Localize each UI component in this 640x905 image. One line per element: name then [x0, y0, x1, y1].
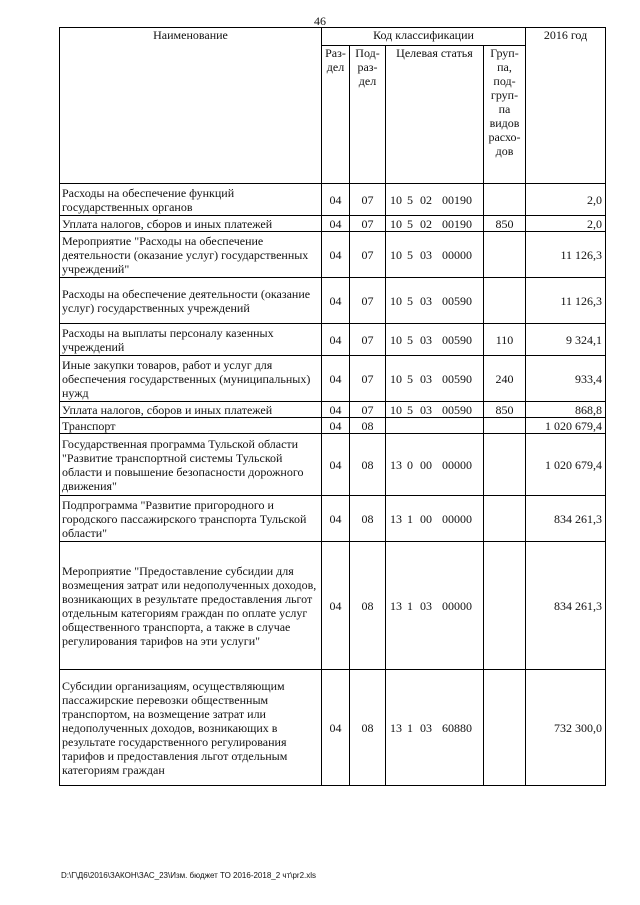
- row-razdel: 04: [322, 324, 350, 356]
- row-podrazdel: 08: [350, 418, 386, 434]
- target-article-part: 00000: [442, 247, 472, 262]
- row-amount: 11 126,3: [526, 232, 606, 278]
- row-target-article: [386, 232, 484, 278]
- row-target-article: [386, 184, 484, 216]
- target-article-part: 5: [407, 192, 413, 207]
- row-expense-type: [484, 496, 526, 542]
- row-name: Уплата налогов, сборов и иных платежей: [60, 216, 322, 232]
- target-article-part: 10: [390, 332, 402, 347]
- row-name: Мероприятие "Расходы на обеспечение деятельности (оказание услуг) государственных учреждений": [60, 232, 322, 278]
- target-article-part: 00000: [442, 457, 472, 472]
- row-name: Расходы на обеспечение функций государственных органов: [60, 184, 322, 216]
- row-podrazdel: 08: [350, 670, 386, 786]
- row-podrazdel: 08: [350, 542, 386, 670]
- target-article-part: 00590: [442, 332, 472, 347]
- row-amount: 1 020 679,4: [526, 418, 606, 434]
- row-expense-type: 850: [484, 402, 526, 418]
- row-podrazdel: 07: [350, 278, 386, 324]
- table-row: [60, 216, 606, 232]
- target-article-part: 5: [407, 402, 413, 417]
- row-amount: 1 020 679,4: [526, 434, 606, 496]
- target-article-part: 0: [407, 457, 413, 472]
- target-article-part: 13: [390, 457, 402, 472]
- row-target-article: [386, 278, 484, 324]
- row-razdel: 04: [322, 496, 350, 542]
- row-amount: 11 126,3: [526, 278, 606, 324]
- row-expense-type: [484, 542, 526, 670]
- target-article-part: 03: [420, 598, 432, 613]
- target-article-part: 00: [420, 457, 432, 472]
- row-expense-type: [484, 434, 526, 496]
- row-expense-type: 850: [484, 216, 526, 232]
- target-article-part: 5: [407, 293, 413, 308]
- target-article-part: 00190: [442, 216, 472, 231]
- target-article-part: 10: [390, 371, 402, 386]
- target-article-part: 10: [390, 293, 402, 308]
- table-row: [60, 542, 606, 670]
- row-amount: 732 300,0: [526, 670, 606, 786]
- row-name: Расходы на выплаты персоналу казенных учреждений: [60, 324, 322, 356]
- target-article-part: 00590: [442, 293, 472, 308]
- header-code: Код классификации: [322, 28, 526, 46]
- target-article-part: 00000: [442, 511, 472, 526]
- target-article-part: 13: [390, 598, 402, 613]
- target-article-part: 10: [390, 402, 402, 417]
- row-razdel: 04: [322, 418, 350, 434]
- row-razdel: 04: [322, 278, 350, 324]
- target-article-part: 10: [390, 247, 402, 262]
- target-article-part: 02: [420, 216, 432, 231]
- row-target-article: [386, 542, 484, 670]
- row-podrazdel: 07: [350, 324, 386, 356]
- target-article-part: 00000: [442, 598, 472, 613]
- row-amount: 933,4: [526, 356, 606, 402]
- row-expense-type: [484, 418, 526, 434]
- row-podrazdel: 07: [350, 402, 386, 418]
- row-razdel: 04: [322, 356, 350, 402]
- row-name: Подпрограмма "Развитие пригородного и городского пассажирского транспорта Тульской области": [60, 496, 322, 542]
- row-name: Государственная программа Тульской области "Развитие транспортной системы Тульской области и повышение безопасности дорожного движения": [60, 434, 322, 496]
- target-article-part: 60880: [442, 720, 472, 735]
- row-amount: 868,8: [526, 402, 606, 418]
- target-article-part: 5: [407, 371, 413, 386]
- row-expense-type: 240: [484, 356, 526, 402]
- row-name: Расходы на обеспечение деятельности (оказание услуг) государственных учреждений: [60, 278, 322, 324]
- header-razdel: Раз- дел: [322, 46, 350, 184]
- target-article-part: 5: [407, 332, 413, 347]
- target-article-part: 03: [420, 332, 432, 347]
- target-article-part: 03: [420, 247, 432, 262]
- row-podrazdel: 07: [350, 184, 386, 216]
- target-article-part: 5: [407, 247, 413, 262]
- file-path-footer: D:\Г\Д6\2016\ЗАКОН\ЗАС_23\Изм. бюджет ТО 2016-2018_2 чт\pr2.xls: [61, 871, 317, 880]
- target-article-part: 03: [420, 720, 432, 735]
- row-expense-type: [484, 184, 526, 216]
- target-article-part: 00190: [442, 192, 472, 207]
- budget-table: [59, 27, 606, 786]
- target-article-part: 03: [420, 371, 432, 386]
- row-target-article: [386, 670, 484, 786]
- row-name: Уплата налогов, сборов и иных платежей: [60, 402, 322, 418]
- target-article-part: 13: [390, 720, 402, 735]
- table-row: [60, 232, 606, 278]
- row-razdel: 04: [322, 402, 350, 418]
- row-target-article: [386, 356, 484, 402]
- row-podrazdel: 07: [350, 216, 386, 232]
- row-amount: 834 261,3: [526, 496, 606, 542]
- row-amount: 2,0: [526, 216, 606, 232]
- header-podrazdel: Под- раз- дел: [350, 46, 386, 184]
- table-row: [60, 278, 606, 324]
- target-article-part: 1: [407, 598, 413, 613]
- row-name: Транспорт: [60, 418, 322, 434]
- row-target-article: [386, 496, 484, 542]
- target-article-part: 1: [407, 511, 413, 526]
- table-row: [60, 402, 606, 418]
- target-article-part: 03: [420, 293, 432, 308]
- table-row: [60, 184, 606, 216]
- row-podrazdel: 08: [350, 434, 386, 496]
- target-article-part: 00590: [442, 402, 472, 417]
- row-target-article: [386, 434, 484, 496]
- row-target-article: [386, 402, 484, 418]
- row-razdel: 04: [322, 232, 350, 278]
- row-target-article: [386, 324, 484, 356]
- row-expense-type: [484, 232, 526, 278]
- page-number: 46: [314, 14, 326, 28]
- target-article-part: 1: [407, 720, 413, 735]
- target-article-part: 10: [390, 192, 402, 207]
- header-statya: Целевая статья: [386, 46, 484, 184]
- row-expense-type: [484, 670, 526, 786]
- target-article-part: 00590: [442, 371, 472, 386]
- row-razdel: 04: [322, 184, 350, 216]
- table-row: [60, 324, 606, 356]
- row-name: Иные закупки товаров, работ и услуг для обеспечения государственных (муниципальных) нужд: [60, 356, 322, 402]
- row-amount: 834 261,3: [526, 542, 606, 670]
- row-target-article: [386, 418, 484, 434]
- row-podrazdel: 08: [350, 496, 386, 542]
- table-row: [60, 356, 606, 402]
- table-row: [60, 418, 606, 434]
- row-podrazdel: 07: [350, 356, 386, 402]
- table-row: [60, 670, 606, 786]
- row-expense-type: [484, 278, 526, 324]
- row-razdel: 04: [322, 542, 350, 670]
- row-name: Субсидии организациям, осуществляющим пассажирские перевозки общественным транспортом, на возмещение затрат или недополученных доходов, возникающих в результате государственного регулирования тарифов и предоставления льгот отдельным категориям граждан: [60, 670, 322, 786]
- target-article-part: 03: [420, 402, 432, 417]
- target-article-part: 5: [407, 216, 413, 231]
- header-year: 2016 год: [526, 28, 606, 184]
- target-article-part: 10: [390, 216, 402, 231]
- target-article-part: 02: [420, 192, 432, 207]
- row-amount: 9 324,1: [526, 324, 606, 356]
- header-name: Наименование: [60, 28, 322, 184]
- row-amount: 2,0: [526, 184, 606, 216]
- target-article-part: 13: [390, 511, 402, 526]
- row-name: Мероприятие "Предоставление субсидии для возмещения затрат или недополученных доходов, возникающих в результате предоставления льгот отдельным категориям граждан по оплате услуг общественного транспорта, а также в случае регулирования тарифов на эти услуги": [60, 542, 322, 670]
- target-article-part: 00: [420, 511, 432, 526]
- row-razdel: 04: [322, 670, 350, 786]
- row-razdel: 04: [322, 216, 350, 232]
- table-row: [60, 434, 606, 496]
- table-row: [60, 496, 606, 542]
- row-razdel: 04: [322, 434, 350, 496]
- header-gruppa: Груп- па, под- груп- па видов расхо- дов: [484, 46, 526, 184]
- row-expense-type: 110: [484, 324, 526, 356]
- row-target-article: [386, 216, 484, 232]
- row-podrazdel: 07: [350, 232, 386, 278]
